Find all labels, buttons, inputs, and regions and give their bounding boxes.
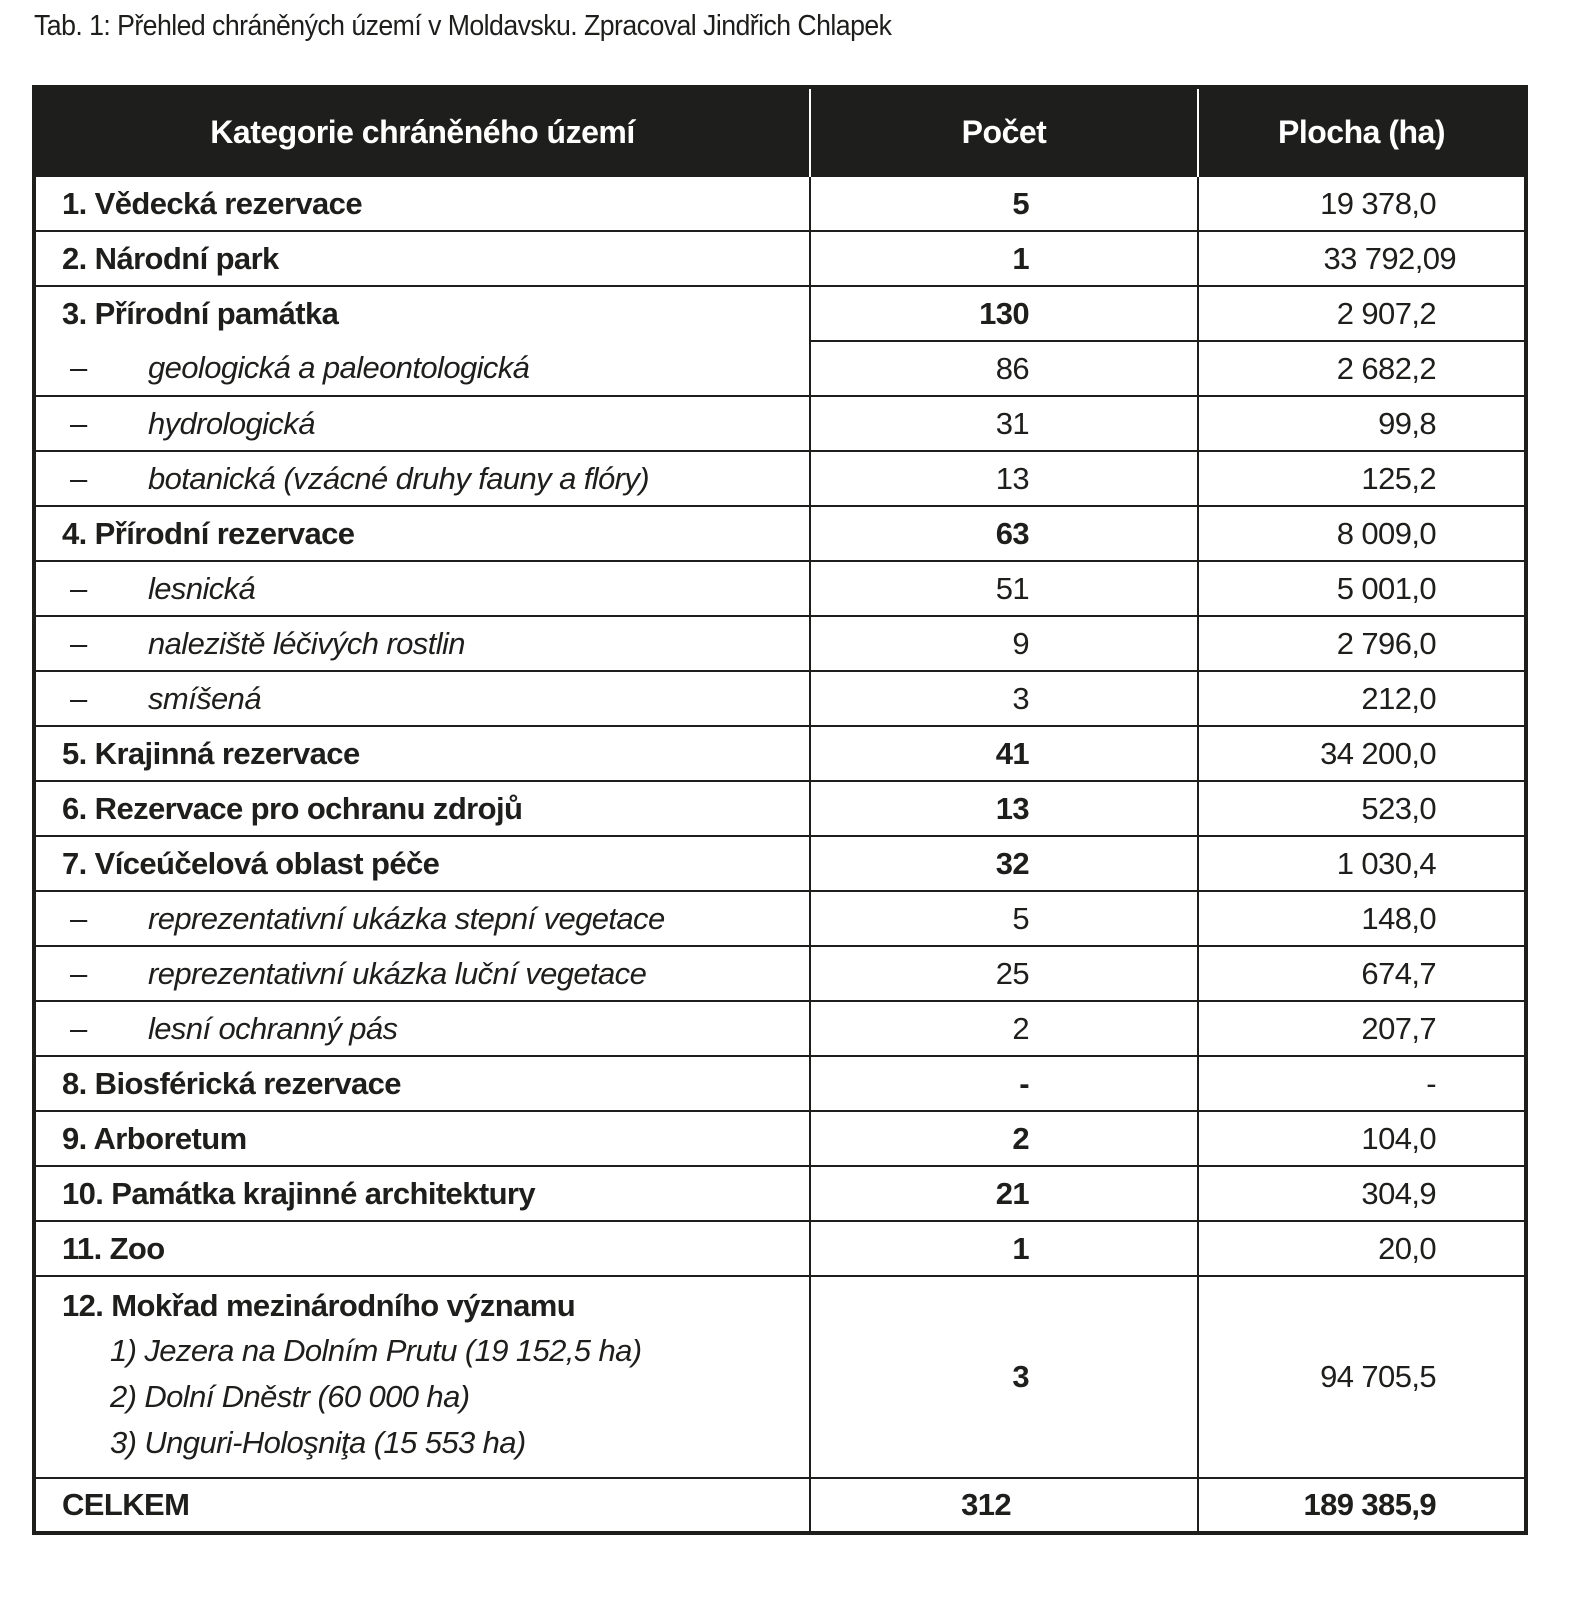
table-row: [34, 781, 1526, 836]
row-count: 21: [810, 1166, 1198, 1221]
row-area: 1 030,4: [1198, 836, 1526, 891]
table-row: [34, 1111, 1526, 1166]
row-count: 51: [810, 561, 1198, 616]
row-count: 9: [810, 616, 1198, 671]
table-subrow: [34, 671, 1526, 726]
row-count: 1: [810, 231, 1198, 286]
table-row: [34, 506, 1526, 561]
table-row: [34, 726, 1526, 781]
table-row: [34, 231, 1526, 286]
row-area: 523,0: [1198, 781, 1526, 836]
dash-marker: –: [70, 460, 87, 496]
dash-marker: –: [70, 680, 87, 716]
table-row: [34, 1056, 1526, 1111]
table-subrow: [34, 616, 1526, 671]
row-label: 4. Přírodní rezervace: [34, 506, 810, 561]
subrow-text: smíšená: [148, 680, 261, 716]
row-label: 8. Biosférická rezervace: [34, 1056, 810, 1111]
row-count: 5: [810, 891, 1198, 946]
subrow-text: naleziště léčivých rostlin: [148, 625, 465, 661]
protected-areas-table: [32, 85, 1528, 1535]
table-header-row: [34, 87, 1526, 176]
table-subrow: [34, 451, 1526, 506]
subrow-text: lesní ochranný pás: [148, 1010, 398, 1046]
table-subrow: [34, 396, 1526, 451]
row-label: 5. Krajinná rezervace: [34, 726, 810, 781]
wetland-item: 3) Unguri-Holoşniţa (15 553 ha): [110, 1425, 526, 1460]
dash-marker: –: [70, 570, 87, 606]
subrow-text: botanická (vzácné druhy fauny a flóry): [148, 460, 650, 496]
header-count: Počet: [810, 87, 1198, 176]
row-count: -: [810, 1056, 1198, 1111]
total-area: 189 385,9: [1198, 1478, 1526, 1533]
row-area: 8 009,0: [1198, 506, 1526, 561]
row-area: 304,9: [1198, 1166, 1526, 1221]
subrow-text: hydrologická: [148, 405, 315, 441]
total-label: CELKEM: [34, 1478, 810, 1533]
row-area: 212,0: [1198, 671, 1526, 726]
subrow-label: [34, 451, 810, 506]
row-area: 34 200,0: [1198, 726, 1526, 781]
row-area: 207,7: [1198, 1001, 1526, 1056]
subrow-label: [34, 341, 810, 396]
row-count: 32: [810, 836, 1198, 891]
table-subrow: [34, 1001, 1526, 1056]
subrow-text: lesnická: [148, 570, 256, 606]
row-label: 7. Víceúčelová oblast péče: [34, 836, 810, 891]
total-count: 312: [810, 1478, 1198, 1533]
wetland-label-cell: [34, 1276, 810, 1478]
row-area: -: [1198, 1056, 1526, 1111]
row-area: 5 001,0: [1198, 561, 1526, 616]
table-row: [34, 836, 1526, 891]
wetland-row: [34, 1276, 1526, 1478]
wetland-item: 1) Jezera na Dolním Prutu (19 152,5 ha): [110, 1333, 642, 1368]
row-label: 3. Přírodní památka: [34, 286, 810, 341]
row-count: 31: [810, 396, 1198, 451]
dash-marker: –: [70, 350, 87, 385]
row-count: 2: [810, 1001, 1198, 1056]
row-area: 148,0: [1198, 891, 1526, 946]
row-count: 3: [810, 1276, 1198, 1478]
table-subrow: [34, 946, 1526, 1001]
row-count: 63: [810, 506, 1198, 561]
table-row: [34, 1221, 1526, 1276]
subrow-text: reprezentativní ukázka luční vegetace: [148, 955, 647, 991]
total-row: [34, 1478, 1526, 1533]
table-subrow: [34, 561, 1526, 616]
row-area: 33 792,09: [1198, 231, 1526, 286]
row-count: 5: [810, 176, 1198, 231]
table-row: [34, 1166, 1526, 1221]
subrow-text: reprezentativní ukázka stepní vegetace: [148, 900, 665, 936]
row-label: 1. Vědecká rezervace: [34, 176, 810, 231]
row-count: 2: [810, 1111, 1198, 1166]
row-area: 2 907,2: [1198, 286, 1526, 341]
dash-marker: –: [70, 1010, 87, 1046]
row-area: 2 682,2: [1198, 341, 1526, 396]
row-count: 13: [810, 451, 1198, 506]
row-area: 104,0: [1198, 1111, 1526, 1166]
row-count: 13: [810, 781, 1198, 836]
row-area: 125,2: [1198, 451, 1526, 506]
dash-marker: –: [70, 955, 87, 991]
table-row: [34, 176, 1526, 231]
row-count: 86: [810, 341, 1198, 396]
subrow-label: [34, 396, 810, 451]
wetland-item: 2) Dolní Dněstr (60 000 ha): [110, 1379, 470, 1414]
row-label: 6. Rezervace pro ochranu zdrojů: [34, 781, 810, 836]
dash-marker: –: [70, 405, 87, 441]
subrow-label: [34, 1001, 810, 1056]
row-area: 94 705,5: [1198, 1276, 1526, 1478]
row-count: 130: [810, 286, 1198, 341]
header-area: Plocha (ha): [1198, 87, 1526, 176]
row-label: 2. Národní park: [34, 231, 810, 286]
subrow-text: geologická a paleontologická: [148, 350, 530, 385]
row-area: 674,7: [1198, 946, 1526, 1001]
header-category: Kategorie chráněného území: [34, 87, 810, 176]
wetland-title: 12. Mokřad mezinárodního významu: [62, 1288, 576, 1323]
row-label: 9. Arboretum: [34, 1111, 810, 1166]
dash-marker: –: [70, 625, 87, 661]
row-count: 1: [810, 1221, 1198, 1276]
table-caption: Tab. 1: Přehled chráněných území v Moldavsku. Zpracoval Jindřich Chlapek: [34, 10, 892, 42]
row-count: 25: [810, 946, 1198, 1001]
row-area: 19 378,0: [1198, 176, 1526, 231]
table-subrow: [34, 341, 1526, 396]
table-subrow: [34, 891, 1526, 946]
subrow-label: [34, 561, 810, 616]
table-row: [34, 286, 1526, 341]
row-label: 10. Památka krajinné architektury: [34, 1166, 810, 1221]
dash-marker: –: [70, 900, 87, 936]
row-area: 20,0: [1198, 1221, 1526, 1276]
row-count: 3: [810, 671, 1198, 726]
row-area: 99,8: [1198, 396, 1526, 451]
subrow-label: [34, 946, 810, 1001]
subrow-label: [34, 891, 810, 946]
row-area: 2 796,0: [1198, 616, 1526, 671]
subrow-label: [34, 616, 810, 671]
row-count: 41: [810, 726, 1198, 781]
row-label: 11. Zoo: [34, 1221, 810, 1276]
subrow-label: [34, 671, 810, 726]
